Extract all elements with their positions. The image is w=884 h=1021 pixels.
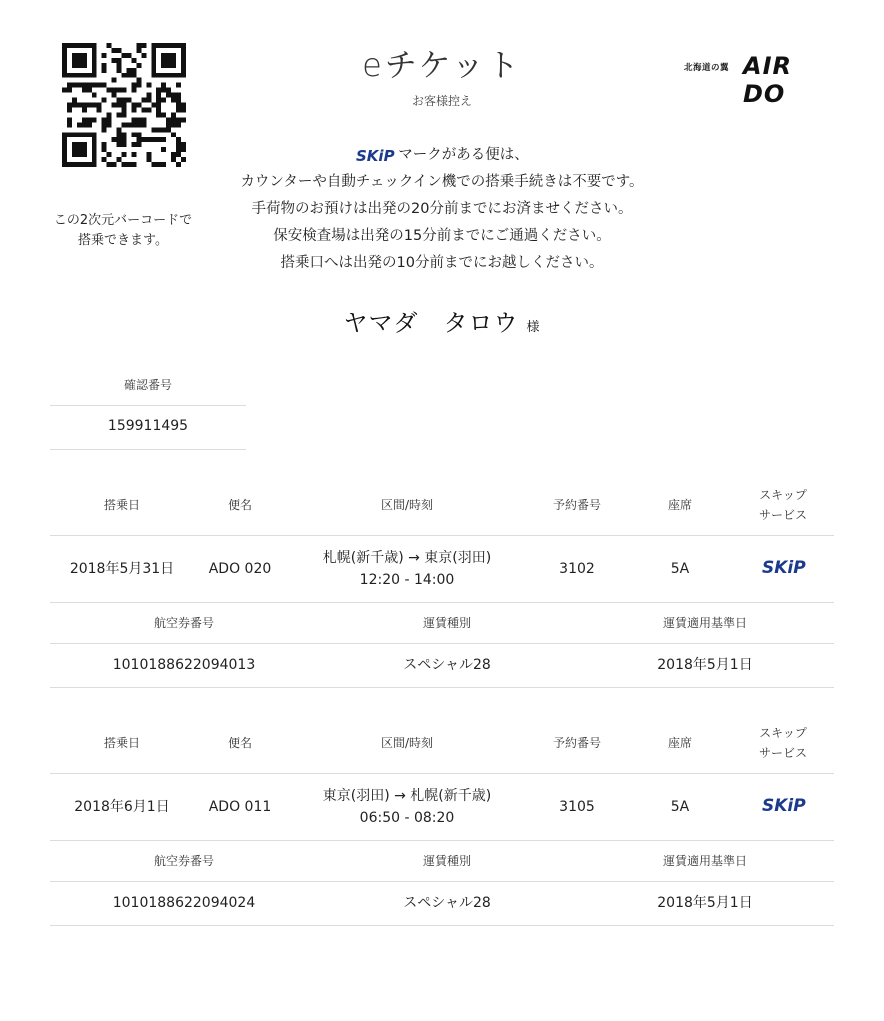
flight-time: 12:20 - 14:00	[359, 572, 455, 588]
qr-module	[117, 127, 122, 132]
qr-module	[92, 117, 97, 122]
skip-service-icon	[761, 556, 807, 578]
notice-line5: 搭乗口へは出発の10分前までにお越しください。	[280, 255, 604, 271]
header-seat: 座席	[667, 498, 692, 512]
flight-date: 2018年5月31日	[69, 561, 175, 577]
header-fare-date: 運賃適用基準日	[662, 854, 747, 868]
qr-module	[82, 122, 87, 127]
header-date: 搭乗日	[103, 498, 140, 512]
header-reservation: 予約番号	[552, 498, 601, 512]
qr-module	[67, 117, 72, 122]
qr-module	[87, 122, 92, 127]
qr-module	[102, 117, 107, 122]
qr-module	[107, 112, 112, 117]
qr-module	[141, 117, 146, 122]
divider	[50, 602, 834, 603]
seat-number: 5A	[670, 561, 690, 577]
header-route: 区間/時刻	[380, 736, 434, 750]
header-flight: 便名	[227, 498, 252, 512]
flight-date: 2018年6月1日	[74, 799, 170, 815]
qr-module	[171, 132, 176, 137]
qr-module	[151, 127, 156, 132]
page-title: eチケット	[362, 46, 522, 84]
qr-module	[136, 132, 141, 137]
qr-module	[107, 122, 112, 127]
header-skip-line2: サービス	[758, 508, 807, 522]
flight-route	[297, 785, 517, 829]
fare-type: スペシャル28	[403, 657, 491, 673]
confirmation-value: 159911495	[107, 418, 189, 434]
fare-type: スペシャル28	[403, 895, 491, 911]
passenger-name	[0, 303, 884, 338]
header-date: 搭乗日	[103, 736, 140, 750]
qr-module	[171, 117, 176, 122]
divider	[50, 881, 834, 882]
qr-caption-line1: この2次元バーコードで	[53, 213, 193, 228]
qr-module	[122, 112, 127, 117]
header-skip-line2: サービス	[758, 746, 807, 760]
qr-module	[131, 122, 136, 127]
header-fare-type: 運賃種別	[422, 854, 471, 868]
qr-module	[156, 112, 161, 117]
qr-module	[117, 112, 122, 117]
qr-module	[141, 122, 146, 127]
qr-module	[131, 117, 136, 122]
qr-module	[166, 117, 171, 122]
ticket-number: 1010188622094013	[112, 657, 256, 673]
airdo-logo	[684, 52, 830, 108]
notice-line4: 保安検査場は出発の15分前までにご通過ください。	[273, 228, 611, 244]
qr-module	[156, 127, 161, 132]
fare-date: 2018年5月1日	[657, 895, 753, 911]
header-skip	[743, 485, 823, 525]
qr-module	[176, 122, 181, 127]
divider	[50, 773, 834, 774]
header-ticket-number: 航空券番号	[153, 854, 214, 868]
qr-module	[171, 122, 176, 127]
skip-mark-text: SKiP	[356, 147, 395, 164]
header-skip-line1: スキップ	[759, 726, 807, 740]
header-seat: 座席	[667, 736, 692, 750]
notice-line1-text: マークがある便は、	[398, 147, 529, 163]
qr-caption-line2: 搭乗できます。	[78, 233, 168, 248]
reservation-number: 3105	[559, 799, 595, 815]
flight-time: 06:50 - 08:20	[359, 810, 455, 826]
skip-service-text: SKiP	[762, 558, 806, 578]
qr-module	[176, 117, 181, 122]
qr-module	[117, 132, 122, 137]
qr-module	[67, 122, 72, 127]
header-reservation: 予約番号	[552, 736, 601, 750]
qr-module	[171, 112, 176, 117]
passenger-honorific: 様	[526, 320, 541, 335]
header-fare-type: 運賃種別	[422, 616, 471, 630]
flight-route-text: 札幌(新千歳) → 東京(羽田)	[322, 550, 492, 566]
flight-route-text: 東京(羽田) → 札幌(新千歳)	[322, 788, 492, 804]
qr-module	[126, 122, 131, 127]
passenger-name-text: ヤマダ タロウ	[343, 309, 519, 337]
confirmation-label: 確認番号	[123, 378, 172, 392]
header-skip	[743, 723, 823, 763]
qr-module	[166, 127, 171, 132]
divider	[50, 687, 834, 688]
header-route: 区間/時刻	[380, 498, 434, 512]
qr-module	[77, 122, 82, 127]
flight-route	[297, 547, 517, 591]
notice-line3: 手荷物のお預けは出発の20分前までにお済ませください。	[251, 201, 633, 217]
qr-module	[136, 122, 141, 127]
skip-service-text: SKiP	[762, 796, 806, 816]
qr-module	[161, 112, 166, 117]
qr-module	[122, 132, 127, 137]
qr-module	[122, 122, 127, 127]
header-flight: 便名	[227, 736, 252, 750]
divider	[50, 405, 246, 406]
divider	[50, 925, 834, 926]
notice-text	[0, 142, 884, 277]
qr-module	[131, 132, 136, 137]
flight-number: ADO 011	[208, 799, 272, 815]
header-fare-date: 運賃適用基準日	[662, 616, 747, 630]
divider	[50, 643, 834, 644]
qr-module	[181, 117, 186, 122]
qr-module	[82, 117, 87, 122]
notice-line2: カウンターや自動チェックイン機での搭乗手続きは不要です。	[240, 174, 644, 190]
flight-number: ADO 020	[208, 561, 272, 577]
notice-line1	[0, 142, 884, 169]
qr-module	[102, 122, 107, 127]
divider	[50, 535, 834, 536]
qr-module	[166, 122, 171, 127]
seat-number: 5A	[670, 799, 690, 815]
ticket-number: 1010188622094024	[112, 895, 256, 911]
qr-module	[87, 117, 92, 122]
skip-service-icon	[761, 794, 807, 816]
qr-module	[161, 127, 166, 132]
header-ticket-number: 航空券番号	[153, 616, 214, 630]
header-skip-line1: スキップ	[759, 488, 807, 502]
reservation-number: 3102	[559, 561, 595, 577]
logo-tagline: 北海道の翼	[684, 63, 730, 73]
divider	[50, 840, 834, 841]
skip-mark-icon	[355, 146, 397, 164]
logo-wordmark: AIR DO	[743, 52, 792, 108]
page-subtitle: お客様控え	[411, 94, 472, 108]
fare-date: 2018年5月1日	[657, 657, 753, 673]
qr-module	[136, 117, 141, 122]
qr-module	[107, 117, 112, 122]
qr-module	[102, 127, 107, 132]
divider	[50, 449, 246, 450]
